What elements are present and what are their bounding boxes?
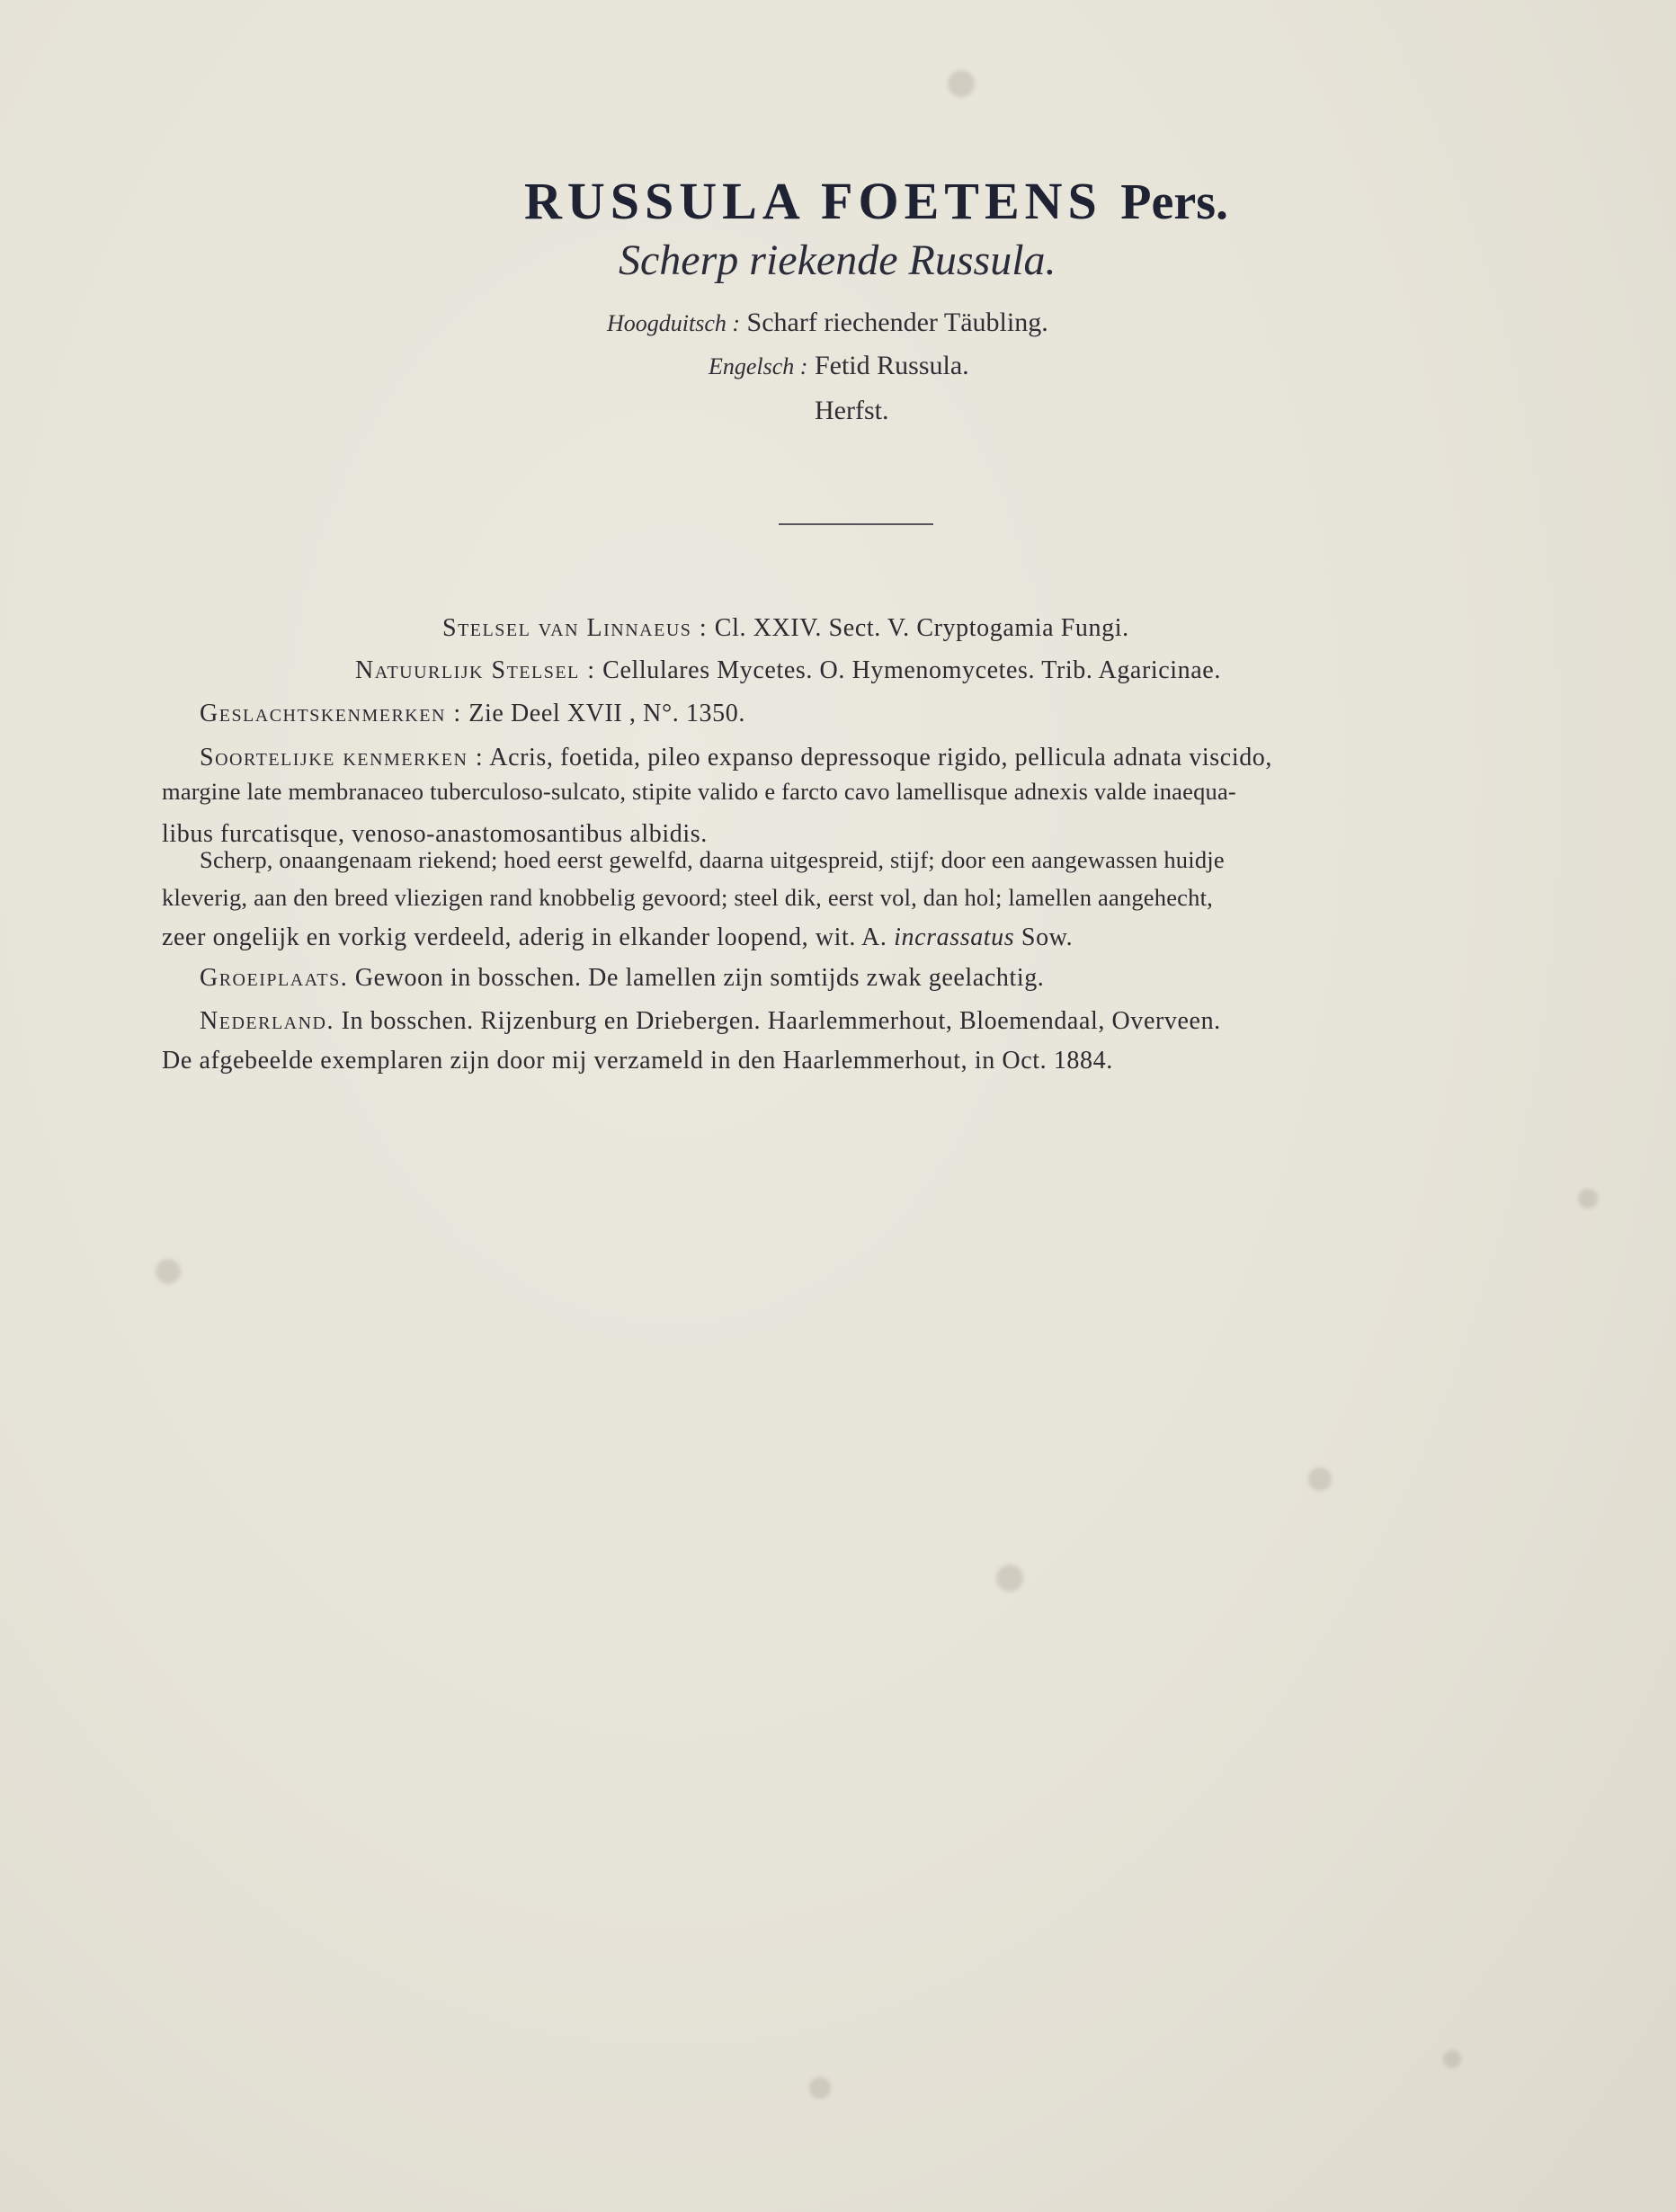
soort-line-2: margine late membranaceo tuberculoso-sulcato, stipite valido e farcto cavo lamellisque adnexis valde inaequa- xyxy=(162,778,1236,805)
synonym-lang: Hoogduitsch : xyxy=(607,310,741,336)
dutch-line-2: kleverig, aan den breed vliezigen rand knobbelig gevoord; steel dik, eerst vol, dan hol; lamellen aangehecht, xyxy=(162,884,1213,911)
title-author: Pers. xyxy=(1120,174,1229,230)
paper-spot xyxy=(1308,1467,1332,1491)
dutch-line-1: Scherp, onaangenaam riekend; hoed eerst gewelfd, daarna uitgespreid, stijf; door een aangewassen huidje xyxy=(200,846,1225,873)
soort-line-3: libus furcatisque, venoso-anastomosantibus albidis. xyxy=(162,820,708,848)
dutch-line-3 xyxy=(162,923,1073,952)
natuurlijk-line xyxy=(355,656,1221,685)
paper-spot xyxy=(1578,1189,1598,1209)
paper-spot xyxy=(1443,2050,1461,2068)
soort-text: Acris, foetida, pileo expanso depressoque rigido, pellicula adnata viscido, xyxy=(489,744,1273,772)
synonym-lang: Engelsch : xyxy=(709,353,808,379)
soort-label: Soortelijke kenmerken : xyxy=(200,744,485,772)
groeiplaats-text: Gewoon in bosschen. De lamellen zijn somtijds zwak geelachtig. xyxy=(354,964,1045,992)
season: Herfst. xyxy=(815,396,889,425)
paper-spot xyxy=(809,2077,831,2099)
synonym-english xyxy=(709,351,969,381)
title-main: RUSSULA FOETENS xyxy=(524,172,1102,230)
soort-line-1 xyxy=(200,744,1272,772)
geslacht-label: Geslachtskenmerken : xyxy=(200,700,462,727)
page-title xyxy=(524,171,1229,231)
divider xyxy=(779,523,933,525)
natuurlijk-label: Natuurlijk Stelsel : xyxy=(355,656,596,684)
nederland-label: Nederland. xyxy=(200,1007,334,1035)
geslacht-text: Zie Deel XVII , N°. 1350. xyxy=(468,700,745,727)
paper-spot xyxy=(156,1259,181,1284)
dutch-ref-author: Sow. xyxy=(1021,923,1074,951)
paper-spot xyxy=(996,1565,1023,1592)
nederland-text: In bosschen. Rijzenburg en Driebergen. Haarlemmerhout, Bloemendaal, Overveen. xyxy=(341,1007,1221,1035)
groeiplaats-line xyxy=(200,964,1044,993)
nederland-line xyxy=(200,1007,1221,1036)
synonym-name: Fetid Russula. xyxy=(814,351,969,380)
synonym-name: Scharf riechender Täubling. xyxy=(746,308,1048,337)
linnaeus-line xyxy=(442,614,1129,643)
linnaeus-label: Stelsel van Linnaeus : xyxy=(442,614,709,642)
dutch-text: zeer ongelijk en vorkig verdeeld, aderig in elkander loopend, wit. A. xyxy=(162,923,887,951)
geslacht-line xyxy=(200,700,745,728)
natuurlijk-text: Cellulares Mycetes. O. Hymenomycetes. Trib. Agaricinae. xyxy=(602,656,1221,684)
groeiplaats-label: Groeiplaats. xyxy=(200,964,349,992)
linnaeus-text: Cl. XXIV. Sect. V. Cryptogamia Fungi. xyxy=(714,614,1129,642)
dutch-italic-ref: incrassatus xyxy=(894,923,1015,951)
paper-spot xyxy=(948,70,975,97)
synonym-german xyxy=(607,308,1048,338)
page-subtitle: Scherp riekende Russula. xyxy=(619,236,1056,284)
nederland-line-2: De afgebeelde exemplaren zijn door mij verzameld in den Haarlemmerhout, in Oct. 1884. xyxy=(162,1047,1113,1075)
